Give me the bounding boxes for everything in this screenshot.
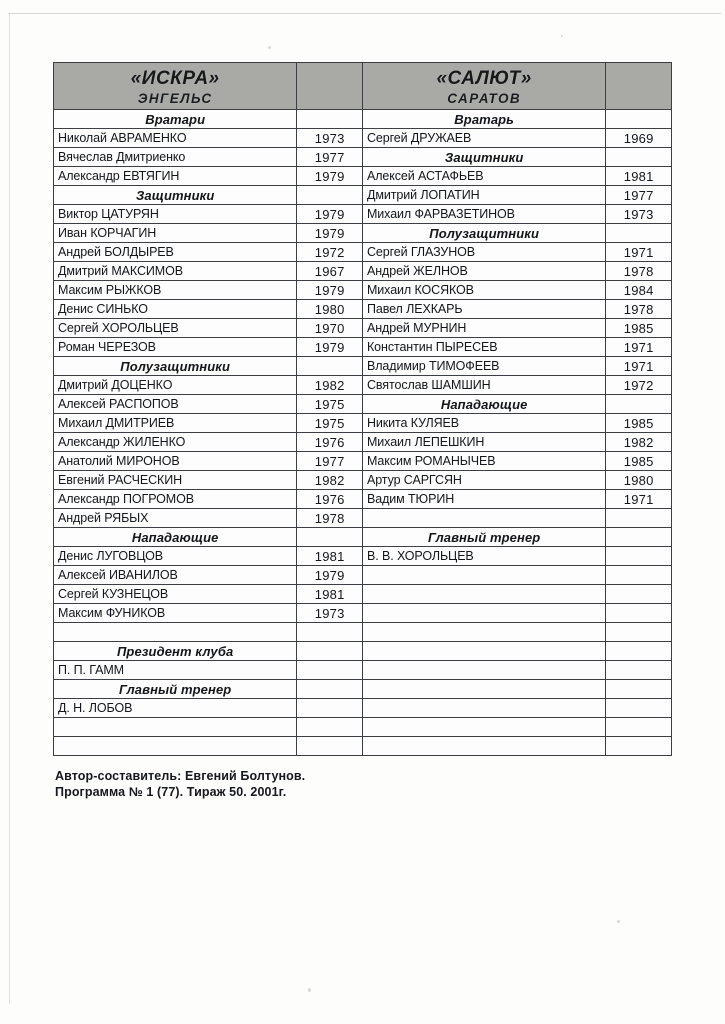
table-row — [54, 661, 672, 680]
empty-year-cell — [297, 623, 363, 642]
player-birth-year: 1979 — [297, 566, 363, 585]
table-row — [54, 167, 672, 186]
player-name: Роман ЧЕРЕЗОВ — [54, 338, 297, 357]
table-row — [54, 395, 672, 414]
player-birth-year: 1979 — [297, 167, 363, 186]
player-birth-year: 1971 — [606, 490, 672, 509]
player-birth-year: 1982 — [297, 376, 363, 395]
empty-year-cell — [297, 357, 363, 376]
section-heading: Президент клуба — [54, 642, 297, 661]
empty-year-cell — [297, 642, 363, 661]
table-row — [54, 509, 672, 528]
table-row — [54, 737, 672, 756]
empty-year-cell — [606, 661, 672, 680]
empty-year-cell — [297, 110, 363, 129]
player-birth-year: 1976 — [297, 433, 363, 452]
player-name: Никита КУЛЯЕВ — [362, 414, 605, 433]
scan-speck — [561, 35, 563, 37]
player-name: Сергей ГЛАЗУНОВ — [362, 243, 605, 262]
empty-year-cell — [606, 604, 672, 623]
table-row — [54, 262, 672, 281]
table-row — [54, 357, 672, 376]
empty-year-cell — [606, 547, 672, 566]
player-birth-year: 1972 — [606, 376, 672, 395]
table-row — [54, 243, 672, 262]
player-birth-year: 1978 — [297, 509, 363, 528]
empty-cell — [54, 623, 297, 642]
player-name: Максим РЫЖКОВ — [54, 281, 297, 300]
player-name: Александр ЕВТЯГИН — [54, 167, 297, 186]
section-heading: Вратарь — [362, 110, 605, 129]
player-name: Артур САРГСЯН — [362, 471, 605, 490]
credit-programme: Программа № 1 (77). Тираж 50. 2001г. — [55, 785, 287, 799]
table-row — [54, 490, 672, 509]
empty-cell — [362, 737, 605, 756]
table-row — [54, 547, 672, 566]
empty-year-cell — [606, 680, 672, 699]
empty-year-cell — [297, 661, 363, 680]
empty-cell — [362, 680, 605, 699]
player-birth-year: 1978 — [606, 262, 672, 281]
player-name: Андрей БОЛДЫРЕВ — [54, 243, 297, 262]
player-name: Максим РОМАНЫЧЕВ — [362, 452, 605, 471]
player-birth-year: 1985 — [606, 319, 672, 338]
empty-cell — [54, 737, 297, 756]
player-birth-year: 1981 — [606, 167, 672, 186]
player-name: Михаил ФАРВАЗЕТИНОВ — [362, 205, 605, 224]
empty-year-cell — [606, 528, 672, 547]
empty-cell — [362, 509, 605, 528]
away-team-name: «САЛЮТ» — [436, 67, 532, 89]
empty-year-cell — [606, 623, 672, 642]
player-birth-year: 1982 — [297, 471, 363, 490]
empty-cell — [362, 604, 605, 623]
player-birth-year: 1977 — [606, 186, 672, 205]
section-heading: Защитники — [362, 148, 605, 167]
player-birth-year: 1972 — [297, 243, 363, 262]
empty-year-cell — [606, 148, 672, 167]
table-row — [54, 528, 672, 547]
player-name: В. В. ХОРОЛЬЦЕВ — [362, 547, 605, 566]
section-heading: Защитники — [54, 186, 297, 205]
roster-table — [53, 62, 672, 756]
table-row — [54, 148, 672, 167]
player-name: Александр ПОГРОМОВ — [54, 490, 297, 509]
empty-year-cell — [606, 737, 672, 756]
table-row — [54, 604, 672, 623]
player-name: Анатолий МИРОНОВ — [54, 452, 297, 471]
player-birth-year: 1971 — [606, 338, 672, 357]
empty-cell — [362, 585, 605, 604]
table-row — [54, 319, 672, 338]
section-heading: Полузащитники — [54, 357, 297, 376]
section-heading: Главный тренер — [54, 680, 297, 699]
empty-year-cell — [606, 395, 672, 414]
section-heading: Полузащитники — [362, 224, 605, 243]
player-name: Михаил ЛЕПЕШКИН — [362, 433, 605, 452]
section-heading: Нападающие — [362, 395, 605, 414]
home-team-header — [54, 63, 297, 110]
home-year-header — [297, 63, 363, 110]
player-name: Андрей РЯБЫХ — [54, 509, 297, 528]
empty-cell — [362, 566, 605, 585]
empty-year-cell — [606, 224, 672, 243]
scan-speck — [268, 46, 271, 49]
empty-cell — [362, 718, 605, 737]
player-birth-year: 1984 — [606, 281, 672, 300]
player-name: Виктор ЦАТУРЯН — [54, 205, 297, 224]
player-birth-year: 1979 — [297, 224, 363, 243]
player-name: Денис СИНЬКО — [54, 300, 297, 319]
player-birth-year: 1975 — [297, 414, 363, 433]
scan-edge-top — [8, 13, 721, 14]
player-birth-year: 1982 — [606, 433, 672, 452]
table-row — [54, 680, 672, 699]
empty-year-cell — [297, 699, 363, 718]
player-birth-year: 1979 — [297, 338, 363, 357]
player-name: Сергей ДРУЖАЕВ — [362, 129, 605, 148]
player-birth-year: 1977 — [297, 148, 363, 167]
player-name: Дмитрий ЛОПАТИН — [362, 186, 605, 205]
scan-speck — [308, 988, 311, 992]
player-name: Святослав ШАМШИН — [362, 376, 605, 395]
player-name: Вячеслав Дмитриенко — [54, 148, 297, 167]
player-name: Николай АВРАМЕНКО — [54, 129, 297, 148]
player-name: Сергей КУЗНЕЦОВ — [54, 585, 297, 604]
table-row — [54, 414, 672, 433]
empty-year-cell — [297, 186, 363, 205]
table-row — [54, 642, 672, 661]
player-name: Иван КОРЧАГИН — [54, 224, 297, 243]
player-birth-year: 1969 — [606, 129, 672, 148]
player-birth-year: 1971 — [606, 357, 672, 376]
credit-author: Автор-составитель: Евгений Болтунов. — [55, 769, 306, 783]
section-heading: Вратари — [54, 110, 297, 129]
home-team-city: ЭНГЕЛЬС — [137, 90, 213, 106]
table-row — [54, 471, 672, 490]
scan-edge-left — [9, 14, 10, 1004]
empty-cell — [362, 623, 605, 642]
empty-cell — [362, 642, 605, 661]
table-row — [54, 718, 672, 737]
empty-year-cell — [606, 509, 672, 528]
player-birth-year: 1979 — [297, 205, 363, 224]
player-birth-year: 1977 — [297, 452, 363, 471]
team-header-row — [54, 63, 672, 110]
player-birth-year: 1981 — [297, 547, 363, 566]
player-name: Михаил ДМИТРИЕВ — [54, 414, 297, 433]
player-birth-year: 1973 — [297, 129, 363, 148]
player-name: П. П. ГАММ — [54, 661, 297, 680]
empty-year-cell — [606, 718, 672, 737]
table-row — [54, 566, 672, 585]
player-birth-year: 1980 — [606, 471, 672, 490]
away-team-city: САРАТОВ — [447, 90, 522, 106]
empty-year-cell — [606, 566, 672, 585]
player-name: Дмитрий ДОЦЕНКО — [54, 376, 297, 395]
player-name: Александр ЖИЛЕНКО — [54, 433, 297, 452]
empty-year-cell — [297, 528, 363, 547]
table-row — [54, 585, 672, 604]
table-row — [54, 300, 672, 319]
table-row — [54, 205, 672, 224]
player-birth-year: 1971 — [606, 243, 672, 262]
empty-cell — [362, 661, 605, 680]
player-name: Денис ЛУГОВЦОВ — [54, 547, 297, 566]
table-row — [54, 281, 672, 300]
empty-year-cell — [606, 585, 672, 604]
table-row — [54, 452, 672, 471]
scan-speck — [617, 920, 620, 923]
table-row — [54, 699, 672, 718]
player-name: Андрей МУРНИН — [362, 319, 605, 338]
empty-year-cell — [606, 642, 672, 661]
player-name: Михаил КОСЯКОВ — [362, 281, 605, 300]
home-team-name: «ИСКРА» — [130, 67, 220, 89]
table-row — [54, 110, 672, 129]
section-heading: Главный тренер — [362, 528, 605, 547]
empty-cell — [362, 699, 605, 718]
credit-block — [55, 768, 305, 800]
player-birth-year: 1967 — [297, 262, 363, 281]
player-birth-year: 1975 — [297, 395, 363, 414]
player-birth-year: 1985 — [606, 414, 672, 433]
away-year-header — [606, 63, 672, 110]
player-name: Дмитрий МАКСИМОВ — [54, 262, 297, 281]
empty-cell — [54, 718, 297, 737]
player-birth-year: 1976 — [297, 490, 363, 509]
player-birth-year: 1981 — [297, 585, 363, 604]
table-row — [54, 224, 672, 243]
away-team-header — [362, 63, 605, 110]
player-name: Павел ЛЕХКАРЬ — [362, 300, 605, 319]
player-name: Алексей РАСПОПОВ — [54, 395, 297, 414]
empty-year-cell — [606, 110, 672, 129]
player-name: Максим ФУНИКОВ — [54, 604, 297, 623]
player-name: Алексей ИВАНИЛОВ — [54, 566, 297, 585]
player-name: Константин ПЫРЕСЕВ — [362, 338, 605, 357]
table-row — [54, 129, 672, 148]
table-row — [54, 338, 672, 357]
player-birth-year: 1973 — [606, 205, 672, 224]
table-row — [54, 623, 672, 642]
player-name: Алексей АСТАФЬЕВ — [362, 167, 605, 186]
player-name: Вадим ТЮРИН — [362, 490, 605, 509]
player-name: Владимир ТИМОФЕЕВ — [362, 357, 605, 376]
empty-year-cell — [297, 718, 363, 737]
player-name: Сергей ХОРОЛЬЦЕВ — [54, 319, 297, 338]
player-birth-year: 1978 — [606, 300, 672, 319]
section-heading: Нападающие — [54, 528, 297, 547]
player-birth-year: 1970 — [297, 319, 363, 338]
player-birth-year: 1979 — [297, 281, 363, 300]
player-name: Д. Н. ЛОБОВ — [54, 699, 297, 718]
empty-year-cell — [606, 699, 672, 718]
player-birth-year: 1973 — [297, 604, 363, 623]
player-birth-year: 1980 — [297, 300, 363, 319]
table-row — [54, 433, 672, 452]
empty-year-cell — [297, 680, 363, 699]
player-birth-year: 1985 — [606, 452, 672, 471]
table-row — [54, 376, 672, 395]
table-row — [54, 186, 672, 205]
empty-year-cell — [297, 737, 363, 756]
player-name: Андрей ЖЕЛНОВ — [362, 262, 605, 281]
player-name: Евгений РАСЧЕСКИН — [54, 471, 297, 490]
